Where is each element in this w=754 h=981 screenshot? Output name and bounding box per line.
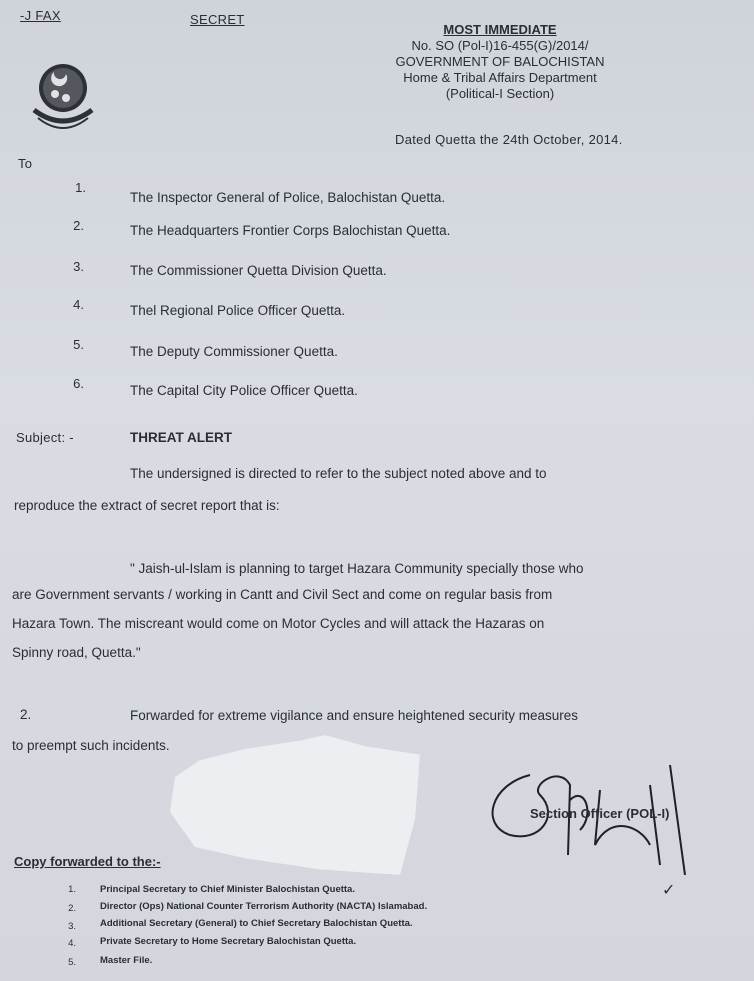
paragraph-1-line-2: reproduce the extract of secret report that is:: [14, 498, 280, 513]
recipient-number: 3.: [73, 259, 84, 274]
copy-forwarded-label: Copy forwarded to the:-: [14, 854, 161, 869]
paragraph-2-line-2: to preempt such incidents.: [12, 738, 170, 753]
subject-value: THREAT ALERT: [130, 430, 232, 445]
department-name: Home & Tribal Affairs Department: [403, 70, 597, 85]
priority-label: MOST IMMEDIATE: [443, 22, 557, 37]
copy-item-number: 5.: [68, 957, 76, 968]
recipient-text: The Capital City Police Officer Quetta.: [130, 383, 358, 398]
recipient-number: 5.: [73, 337, 84, 352]
fax-label: -J FAX: [20, 8, 61, 23]
recipient-number: 2.: [73, 218, 84, 233]
secret-label: SECRET: [190, 12, 245, 27]
recipient-text: The Deputy Commissioner Quetta.: [130, 344, 338, 359]
quote-line-4: Spinny road, Quetta.": [12, 645, 141, 660]
copy-item-number: 1.: [68, 884, 76, 895]
copy-item-text: Director (Ops) National Counter Terrorism Authority (NACTA) Islamabad.: [100, 901, 428, 912]
recipient-text: The Headquarters Frontier Corps Balochistan Quetta.: [130, 223, 451, 238]
quote-line-3: Hazara Town. The miscreant would come on Motor Cycles and will attack the Hazaras on: [12, 616, 545, 631]
reference-number: No. SO (Pol-I)16-455(G)/2014/: [411, 38, 589, 53]
copy-item-number: 3.: [68, 921, 76, 932]
recipient-text: The Inspector General of Police, Balochistan Quetta.: [130, 190, 446, 205]
subject-label: Subject: -: [16, 430, 74, 445]
copy-item-text: Principal Secretary to Chief Minister Balochistan Quetta.: [100, 884, 355, 895]
paragraph-1-line-1: The undersigned is directed to refer to the subject noted above and to: [130, 466, 547, 481]
copy-item-number: 2.: [68, 903, 76, 914]
signatory-title: Section Officer (POL-I): [530, 806, 670, 821]
government-name: GOVERNMENT OF BALOCHISTAN: [395, 54, 605, 69]
torn-paper-patch: [170, 735, 420, 875]
paragraph-2-line-1: Forwarded for extreme vigilance and ensure heightened security measures: [130, 708, 578, 723]
check-mark-icon: ✓: [662, 882, 676, 899]
copy-item-text: Master File.: [100, 955, 153, 966]
recipient-number: 1.: [75, 180, 86, 195]
letter-date: Dated Quetta the 24th October, 2014.: [395, 132, 623, 147]
recipient-number: 6.: [73, 376, 84, 391]
section-name: (Political-I Section): [445, 86, 555, 101]
copy-item-text: Additional Secretary (General) to Chief Secretary Balochistan Quetta.: [100, 918, 413, 929]
recipient-number: 4.: [73, 297, 84, 312]
copy-item-text: Private Secretary to Home Secretary Balochistan Quetta.: [100, 936, 357, 947]
quote-line-1: " Jaish-ul-Islam is planning to target Hazara Community specially those who: [130, 561, 584, 576]
to-label: To: [18, 156, 33, 171]
quote-line-2: are Government servants / working in Cantt and Civil Sect and come on regular basis from: [12, 587, 553, 602]
copy-item-number: 4.: [68, 938, 76, 949]
paragraph-2-number: 2.: [20, 707, 32, 722]
recipient-text: The Commissioner Quetta Division Quetta.: [130, 263, 387, 278]
government-emblem-icon: [28, 58, 98, 143]
letter-header-block: [360, 22, 640, 102]
recipient-text: Thel Regional Police Officer Quetta.: [130, 303, 346, 318]
